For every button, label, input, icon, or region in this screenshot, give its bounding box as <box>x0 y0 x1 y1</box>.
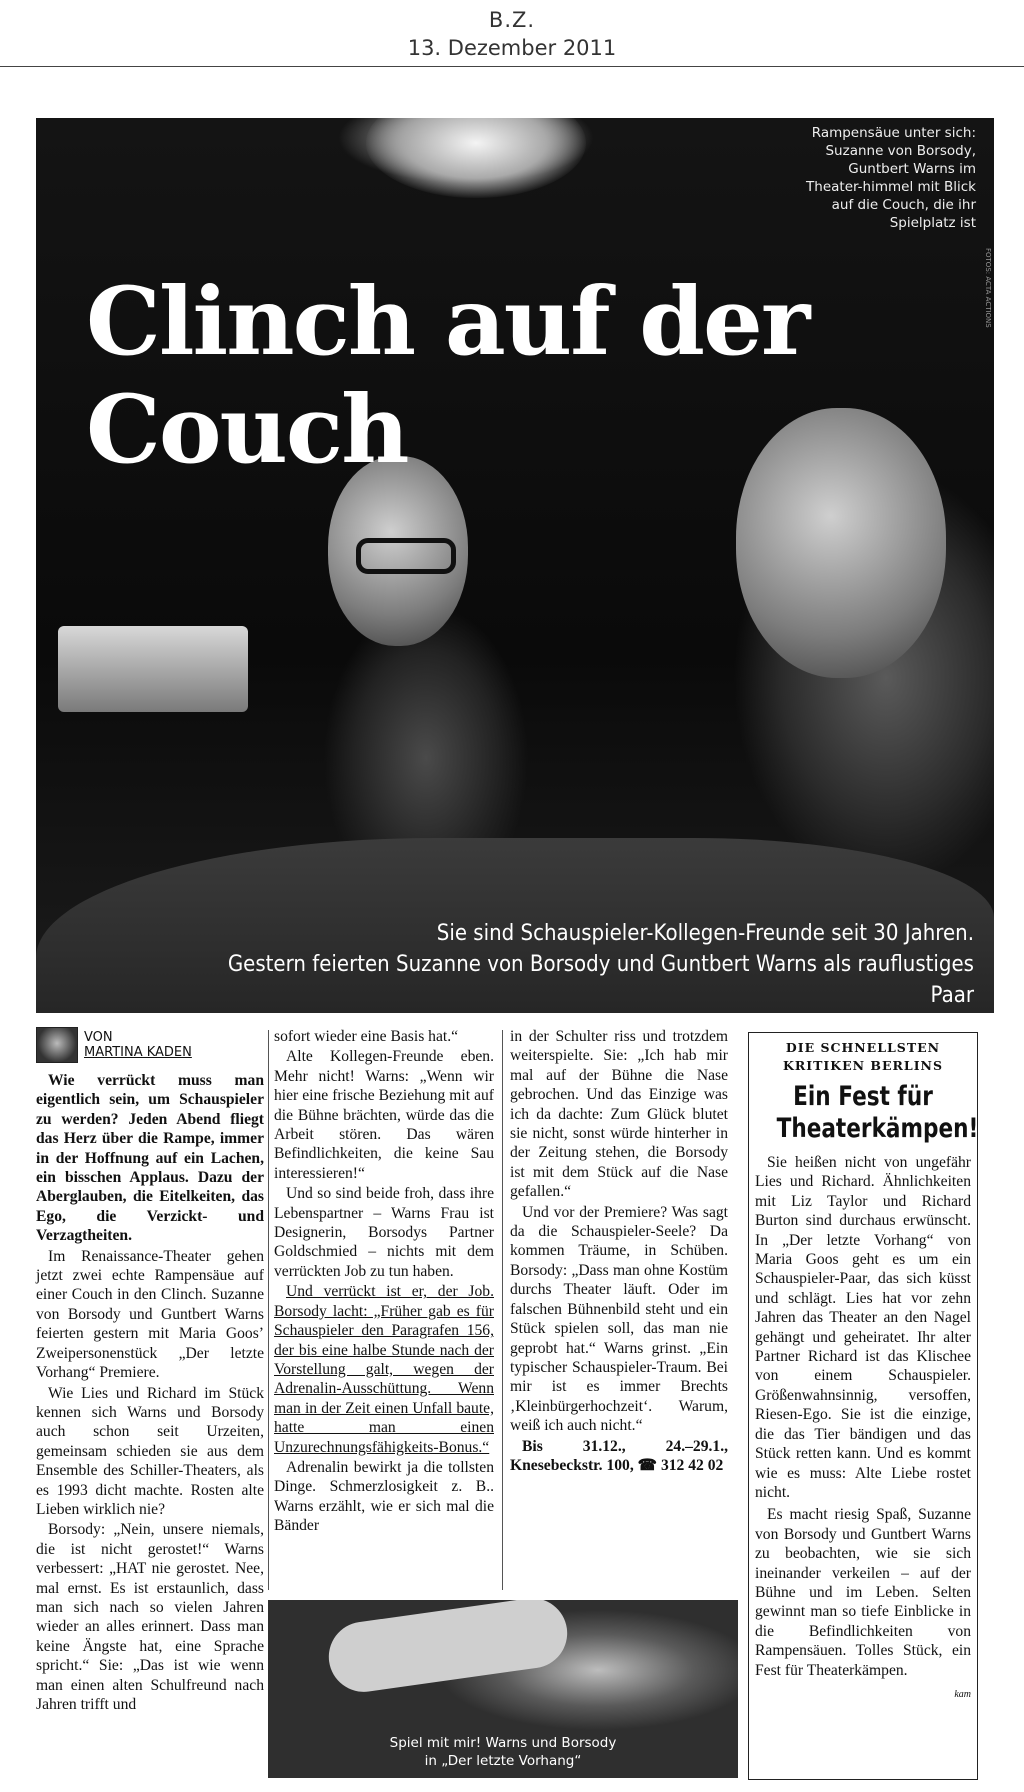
review-paragraph: Sie heißen nicht von ungefähr Lies und Richard. Ähnlichkeiten mit Liz Taylor und Richard Burton sind durchaus erwünscht. In „Der letzte Vorhang“ von Maria Goos geht es um ein Schauspieler-Paar, das sich küsst und schlägt. Lies hat vor zehn Jahren das Theater an den Nagel gehängt und geheiratet. Ihr alter Partner Richard ist das Klischee von einem Schauspieler. Größenwahnsinnig, versoffen, Riesen-Ego. Sie ist die einzige, die das Tier bändigen und das Stück retten kann. Und es kommt wie es muss: Alte Liebe rostet nicht. <box>755 1154 971 1501</box>
lower-photo-caption <box>268 1734 738 1770</box>
headline <box>86 268 994 484</box>
publication-date: 13. Dezember 2011 <box>407 36 617 60</box>
article-lead: Wie verrückt muss man eigentlich sein, um Schauspieler zu werden? Jeden Abend fliegt das Herz über die Rampe, immer in der Hoffnung auf ein Lachen, ein bisschen Applaus. Dazu der Aberglauben, die Eitelkeiten, das Ego, die Verzickt- und Verzagtheiten. <box>36 1072 264 1245</box>
column-divider <box>502 1030 503 1590</box>
article-paragraph: Im Renaissance-Theater gehen jetzt zwei echte Rampensäue auf einer Couch in den Clinch. Suzanne von Borsody und Guntbert Warns feierten gestern mit Maria Goos’ Zweipersonenstück „Der letzte Vorhang“ Premiere. <box>36 1247 264 1382</box>
review-paragraph: Es macht riesig Spaß, Suzanne von Borsody und Guntbert Warns zu beobachten, wie sie sich ineinander verkeilen – auf der Bühne und im Leben. Selten gewinnt man so tiefe Einblicke in die Befindlichkeiten von Rampensäuen. Tolles Stück, ein Fest für Theaterkämpen. <box>755 1506 971 1679</box>
header-divider <box>0 66 1024 67</box>
article-paragraph: Und so sind beide froh, dass ihre Lebenspartner – Warns Frau ist Designerin, Borsodys Partner Goldschmied – nichts mit dem verrückten Job zu tun haben. <box>274 1185 494 1280</box>
typewriter-prop <box>58 626 248 712</box>
article-paragraph: Alte Kollegen-Freunde eben. Mehr nicht! Warns: „Wenn wir hier eine frische Beziehung mit auf die Bühne brächten, würde das die Arbeit stören. Das wären Befindlichkeiten, die keine Sau interessieren!“ <box>274 1048 494 1182</box>
article-paragraph: Wie Lies und Richard im Stück kennen sich Warns und Borsody auch schon seit Urzeiten, gemeinsam schieden sie aus dem Ensemble des Schiller-Theaters, als es 1993 dicht machte. Rosten alte Lieben wirklich nie? <box>36 1384 264 1518</box>
lower-caption-line: Spiel mit mir! Warns und Borsody <box>389 1735 617 1751</box>
article-paragraph: Adrenalin bewirkt ja die tollsten Dinge. Schmerzlosigkeit z. B.. Warns erzählt, wie er sich mal die Bänder <box>274 1458 494 1535</box>
article-paragraph: Borsody: „Nein, unsere niemals, die ist nicht gerostet!“ Warns verbessert: „HAT nie gerostet. Nee, mal ernst. Es ist erstaunlich, dass man sich nach so vielen Jahren wieder an alles erinnert. Dass man keine Ängste hat, eine Sprache spricht.“ Sie: „Das ist wie wenn man einen alten Schulfreund nach Jahren trifft und <box>36 1521 264 1713</box>
article-paragraph: sofort wieder eine Basis hat.“ <box>274 1028 459 1045</box>
glasses <box>356 538 456 574</box>
review-kicker-line: DIE SCHNELLSTEN <box>785 1040 941 1055</box>
byline-author: MARTINA KADEN <box>84 1045 192 1060</box>
subheadline-line: Gestern feierten Suzanne von Borsody und Guntbert Warns als rauflustiges Paar <box>227 951 975 1008</box>
photo-caption: Rampensäue unter sich: Suzanne von Borsody, Guntbert Warns im Theater-himmel mit Blick auf die Couch, die ihr Spielplatz ist <box>806 125 976 231</box>
headline-text: Clinch auf der Couch <box>86 267 809 485</box>
ceiling-light <box>366 118 586 198</box>
review-kicker <box>755 1039 971 1075</box>
article-paragraph: in der Schulter riss und trotzdem weiterspielte. Sie: „Ich hab mir mal auf der Bühne die Nase gebrochen. Und das Einzige was ich da dachte: Zum Glück blutet sie nicht, sonst würde hinterher in der Zeitung stehen, die Borsody ist mit dem Stück auf die Nase gefallen.“ <box>510 1028 728 1201</box>
subheadline <box>182 918 974 1013</box>
article-column-2 <box>274 1027 494 1537</box>
article-paragraph: Und vor der Premiere? Was sagt da die Schauspieler-Seele? Da kommen Träume, in Schüben. Borsody: „Dass man ohne Kostüm durchs Theater läuft. Oder im falschen Bühnenbild steht und ein Stück spielen soll, das man nie geprobt hat.“ Warns grinst. „Ein typischer Schauspieler-Traum. Bei mir ist es immer Brechts ‚Kleinbürgerhochzeit‘. Warum, weiß ich auch nicht.“ <box>510 1203 728 1435</box>
lower-caption-line: in „Der letzte Vorhang“ <box>424 1753 582 1769</box>
event-info: Bis 31.12., 24.–29.1., Knesebeckstr. 100, ☎ 312 42 02 <box>510 1437 728 1474</box>
subheadline-line: Sie sind Schauspieler-Kollegen-Freunde seit 30 Jahren. <box>436 920 974 946</box>
column-divider <box>268 1030 269 1590</box>
article-column-3 <box>510 1027 728 1476</box>
photo-credit: FOTOS: ACTA ACTIONS <box>984 248 992 328</box>
byline-von: VON <box>84 1030 113 1045</box>
review-kicker-line: KRITIKEN BERLINS <box>783 1058 943 1073</box>
lower-photo <box>268 1600 738 1778</box>
review-box <box>748 1032 978 1780</box>
article-paragraph: Und verrückt ist er, der Job. Borsody lacht: „Früher gab es für Schauspieler den Paragrafen 156, der bis eine halbe Stunde nach der Vorstellung galt, wegen der Adrenalin-Ausschüttung. Wenn man in der Zeit einen Unfall baute, hatte man einen Unzurechnungsfähigkeits-Bonus.“ <box>274 1283 494 1456</box>
publication-name: B.Z. <box>488 8 536 32</box>
review-title: Ein Fest für Theaterkämpen! <box>776 1081 979 1144</box>
byline <box>36 1027 264 1063</box>
review-signature-row <box>755 1683 971 1704</box>
byline-text <box>84 1030 192 1060</box>
subheadline-line <box>182 1011 974 1013</box>
hero-photo <box>36 118 994 1013</box>
author-avatar <box>36 1027 78 1063</box>
photo-figure <box>324 1600 571 1696</box>
review-signature: kam <box>954 1688 971 1700</box>
article-column-1 <box>36 1027 264 1715</box>
